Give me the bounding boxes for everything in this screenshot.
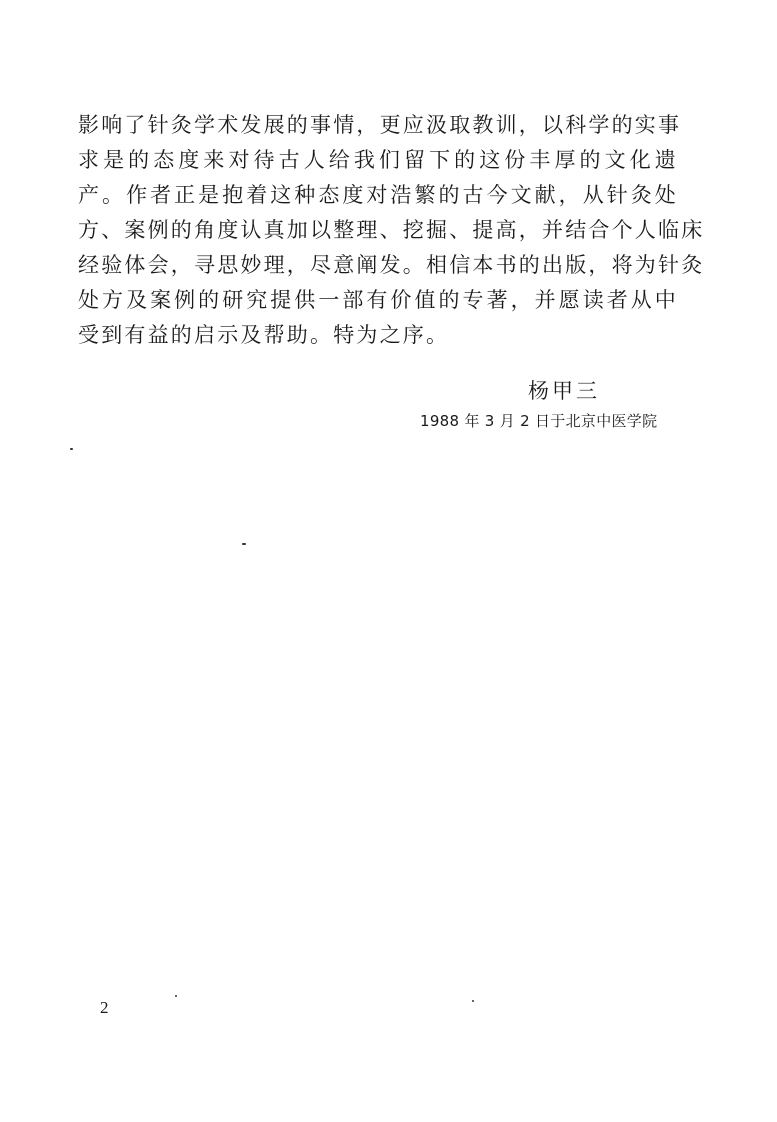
text-line: 求是的态度来对待古人给我们留下的这份丰厚的文化遗 [78,148,678,172]
text-line: 产。作者正是抱着这种态度对浩繁的古今文献，从针灸处 [78,183,678,207]
text-line: 处方及案例的研究提供一部有价值的专著，并愿读者从中 [78,288,678,312]
author-signature: 杨甲三 [528,379,600,403]
text-line: 方、案例的角度认真加以整理、挖掘、提高，并结合个人临床 [78,218,705,242]
scan-speck [70,448,73,450]
text-line: 影响了针灸学术发展的事情，更应汲取教训，以科学的实事 [78,113,682,137]
scan-speck [242,543,246,545]
text-line: 受到有益的启示及帮助。特为之序。 [78,323,450,347]
preface-body [78,108,705,353]
text-line: 经验体会，寻思妙理，尽意阐发。相信本书的出版，将为针灸 [78,253,705,277]
scan-speck [175,995,177,997]
date-place-line: 1988 年 3 月 2 日于北京中医学院 [420,412,658,430]
scan-speck [472,1000,474,1002]
page-number: 2 [100,998,109,1017]
